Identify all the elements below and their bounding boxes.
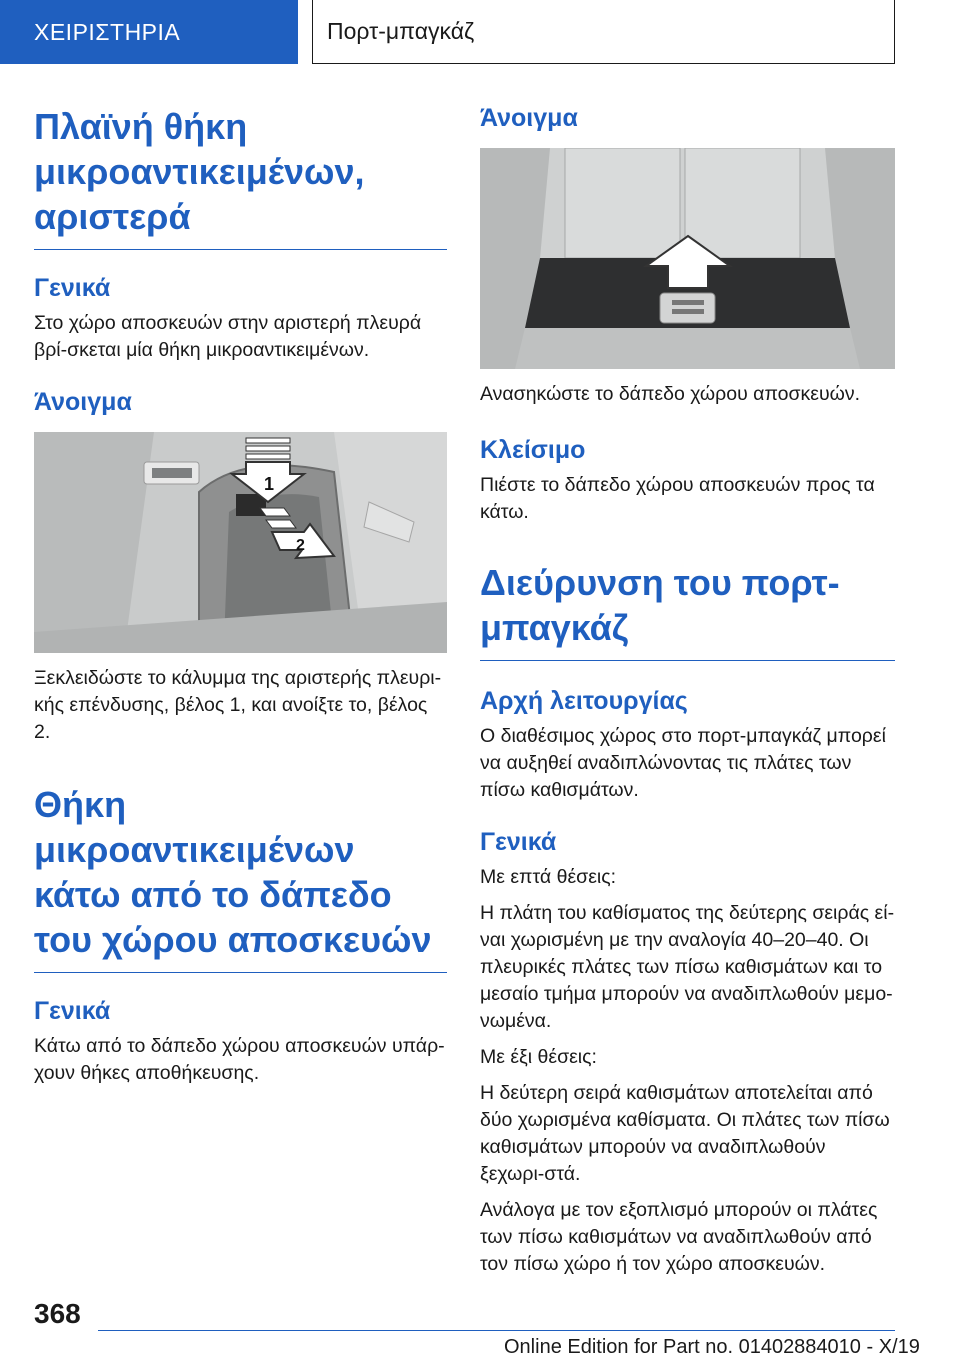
side-compartment-general-heading: Γενικά: [34, 274, 111, 302]
opening-heading: Άνοιγμα: [480, 104, 578, 132]
opening-text: Ανασηκώστε το δάπεδο χώρου αποσκευών.: [480, 383, 861, 405]
section-tab: [0, 0, 298, 64]
side-compartment-title: Πλαϊνή θήκη μικροαντικειμένων, αριστερά: [34, 104, 447, 250]
general-heading: Γενικά: [480, 828, 557, 856]
principle-text: Ο διαθέσιμος χώρος στο πορτ-μπαγκάζ μπορεί να αυξηθεί αναδιπλώνοντας τις πλάτες των πίσω καθισμάτων.: [480, 725, 886, 801]
side-compartment-illustration: [34, 432, 447, 653]
side-compartment-opening-text: Ξεκλειδώστε το κάλυμμα της αριστερής πλευρι-κής επένδυσης, βέλος 1, και ανοίξτε το, βέλος 2.: [34, 667, 442, 743]
side-compartment-opening-heading: Άνοιγμα: [34, 388, 132, 416]
page-number: 368: [34, 1298, 81, 1329]
page-header: [0, 0, 960, 66]
principle-heading: Αρχή λειτουργίας: [480, 687, 688, 715]
underfloor-general-text: Κάτω από το δάπεδο χώρου αποσκευών υπάρ-χουν θήκες αποθήκευσης.: [34, 1035, 445, 1084]
chapter-tab: [312, 0, 895, 64]
seven-seats-label: Με επτά θέσεις:: [480, 866, 617, 888]
underfloor-general-heading: Γενικά: [34, 997, 111, 1025]
side-compartment-general-text: Στο χώρο αποσκευών στην αριστερή πλευρά βρί-σκεται μία θήκη μικροαντικειμένων.: [34, 312, 422, 361]
edition-text: Online Edition for Part no. 01402884010 - X/19: [504, 1336, 920, 1358]
section-label: ΧΕΙΡΙΣΤΗΡΙΑ: [34, 18, 181, 45]
right-column: [480, 100, 895, 1278]
left-column: [34, 100, 447, 1087]
floor-figure: [480, 148, 895, 369]
side-compartment-figure: [34, 432, 447, 653]
equipment-text: Ανάλογα με τον εξοπλισμό μπορούν οι πλάτες των πίσω καθισμάτων να αναδιπλωθούν από τον πίσω χώρο ή τον χώρο αποσκευών.: [480, 1199, 878, 1275]
arrow-1-label: 1: [264, 474, 275, 494]
six-seats-text: Η δεύτερη σειρά καθισμάτων αποτελείται από δύο χωρισμένα καθίσματα. Οι πλάτες των πίσω καθισμάτων μπορούν να αναδιπλωθούν ξεχωρι-στά.: [480, 1082, 890, 1185]
footer-divider: [98, 1330, 895, 1331]
arrow-2-label: 2: [296, 537, 305, 554]
underfloor-title: Θήκη μικροαντικειμένων κάτω από το δάπεδο του χώρου αποσκευών: [34, 782, 447, 973]
expand-title: Διεύρυνση του πορτ-μπαγκάζ: [480, 560, 895, 661]
seven-seats-text: Η πλάτη του καθίσματος της δεύτερης σειράς εί-ναι χωρισμένη με την αναλογία 40–20–40. Οι πλευρικές πλάτες των πίσω καθισμάτων και το μεσαίο τμήμα μπορούν να αναδιπλωθούν μεμο-νωμένα.: [480, 902, 895, 1032]
closing-heading: Κλείσιμο: [480, 436, 586, 464]
floor-illustration: [480, 148, 895, 369]
six-seats-label: Με έξι θέσεις:: [480, 1046, 597, 1068]
closing-text: Πιέστε το δάπεδο χώρου αποσκευών προς τα κάτω.: [480, 474, 875, 523]
chapter-label: Πορτ-μπαγκάζ: [327, 18, 475, 44]
